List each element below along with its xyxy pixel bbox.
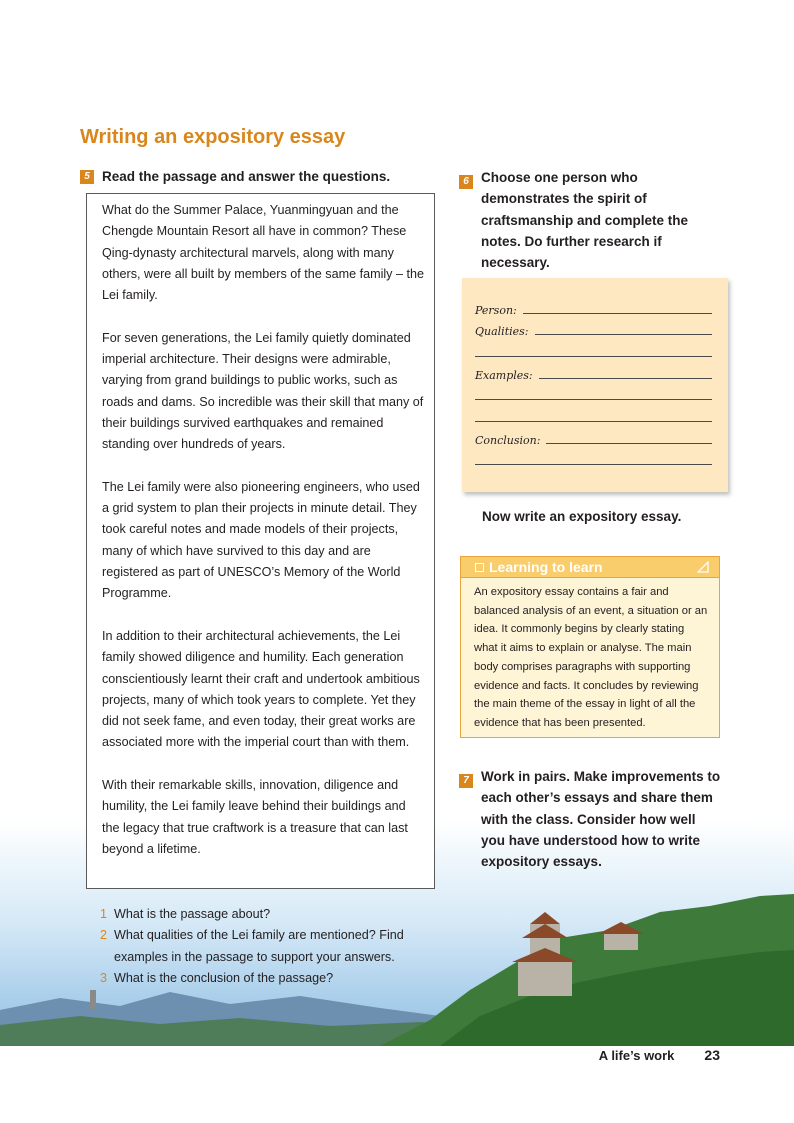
q5-number-badge: 5 — [80, 170, 94, 184]
unit-title: A life’s work — [598, 1048, 675, 1063]
q6-heading — [459, 167, 709, 273]
note-row-blank[interactable] — [475, 405, 712, 425]
section-title: Writing an expository essay — [80, 126, 346, 148]
q6-number-badge: 6 — [459, 175, 473, 189]
corner-triangle-icon — [697, 561, 709, 573]
square-icon — [475, 563, 484, 572]
question-item — [100, 904, 430, 925]
question-text: What is the passage about? — [114, 907, 271, 921]
passage-paragraph: The Lei family were also pioneering engineers, who used a grid system to plan their projects in minute detail. They took careful notes and made models of their projects, many of which have survived to this day and are registered as part of UNESCO’s Memory of the World Programme. — [102, 479, 420, 601]
question-number: 2 — [100, 928, 108, 943]
learning-box-title: Learning to learn — [489, 559, 603, 575]
note-row-person[interactable] — [475, 297, 712, 317]
reading-passage — [86, 193, 435, 889]
note-line — [523, 313, 712, 314]
note-row-blank[interactable] — [475, 383, 712, 403]
q7-number-badge: 7 — [459, 774, 473, 788]
notes-card — [462, 278, 728, 492]
q7-heading — [459, 766, 721, 872]
learning-to-learn-box — [460, 556, 720, 738]
q7-instruction: Work in pairs. Make improvements to each other’s essays and share them with the class. Consider how well you have understood how to write expository essays. — [481, 769, 721, 870]
note-label-qualities: Qualities: — [475, 325, 529, 338]
note-line — [475, 399, 712, 400]
q6-instruction: Choose one person who demonstrates the spirit of craftsmanship and complete the notes. Do further research if necessary. — [481, 170, 689, 271]
question-item — [100, 968, 430, 989]
learning-box-header — [461, 557, 719, 578]
note-line — [475, 464, 712, 465]
question-text: What qualities of the Lei family are mentioned? Find examples in the passage to support your answers. — [114, 928, 404, 964]
page-number: 23 — [704, 1047, 720, 1063]
passage-paragraph: For seven generations, the Lei family quietly dominated imperial architecture. Their designs were admirable, varying from grand buildings to public works, such as roads and dams. So incredible was their skill that many of their buildings survived earthquakes and remained standing over hundreds of years. — [102, 330, 424, 452]
learning-box-body: An expository essay contains a fair and balanced analysis of an event, a situation or an idea. It commonly begins by clearly stating what it aims to explain or analyse. The main body comprises paragraphs with supporting evidence and facts. It concludes by reviewing the main theme of the essay in light of all the evidence that has been presented. — [474, 586, 708, 729]
note-row-conclusion[interactable] — [475, 427, 712, 447]
q5-instruction: Read the passage and answer the questions. — [102, 169, 391, 184]
note-line — [475, 356, 712, 357]
learning-box-title-wrap — [475, 559, 603, 575]
passage-paragraph: With their remarkable skills, innovation, diligence and humility, the Lei family leave behind their buildings and the legacy that true craftwork is a treasure that can last beyond a lifetime. — [102, 778, 408, 856]
note-label-conclusion: Conclusion: — [475, 434, 541, 447]
passage-paragraph: In addition to their architectural achievements, the Lei family showed diligence and humility. Each generation conscientiously learnt their craft and undertook ambitious projects, many of which took years to complete. Yet they did not seek fame, and even today, their great works are associated more with the imperial court than with them. — [102, 628, 420, 750]
note-row-blank[interactable] — [475, 448, 712, 468]
question-item — [100, 925, 430, 968]
note-line — [535, 334, 713, 335]
question-number: 1 — [100, 907, 108, 921]
note-label-examples: Examples: — [475, 369, 533, 382]
question-text: What is the conclusion of the passage? — [114, 970, 334, 985]
note-label-person: Person: — [475, 304, 517, 317]
note-line — [546, 443, 712, 444]
note-line — [475, 421, 712, 422]
note-row-qualities[interactable] — [475, 318, 712, 338]
q5-questions-list — [100, 904, 430, 989]
q5-heading — [80, 169, 390, 184]
page-footer — [599, 1047, 720, 1063]
passage-paragraph: What do the Summer Palace, Yuanmingyuan and the Chengde Mountain Resort all have in common? These Qing-dynasty architectural marvels, along with many others, were all built by members of the same family – the Lei family. — [102, 203, 424, 303]
question-number: 3 — [100, 970, 108, 985]
note-line — [539, 378, 712, 379]
write-essay-instruction: Now write an expository essay. — [482, 509, 682, 524]
note-row-examples[interactable] — [475, 362, 712, 382]
note-row-blank[interactable] — [475, 340, 712, 360]
